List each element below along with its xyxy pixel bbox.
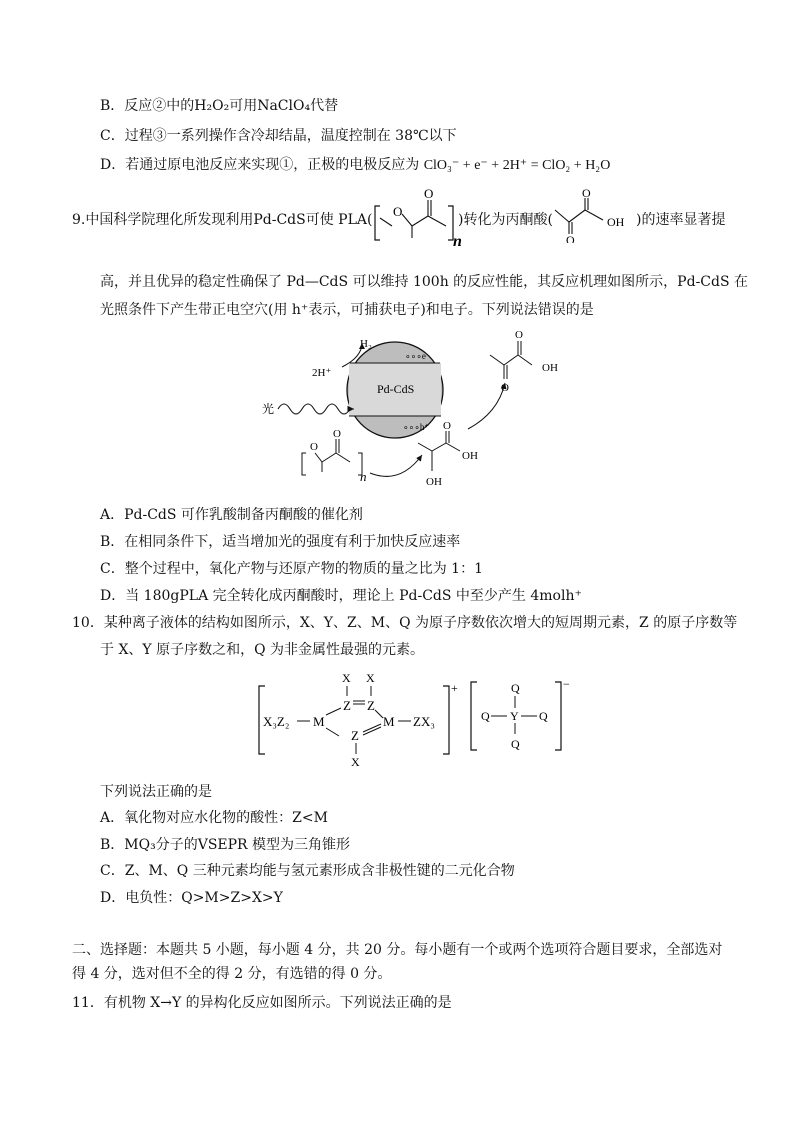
q9-stem-line2: 高，并且优异的稳定性确保了 Pd—CdS 可以维持 100h 的反应性能，其反应机理如图所示，Pd-CdS 在 bbox=[100, 274, 749, 290]
q9-option-d: D．当 180gPLA 完全转化成丙酮酸时，理论上 Pd-CdS 中至少产生 4molh⁺ bbox=[100, 588, 582, 604]
q9-option-a: A．Pd-CdS 可作乳酸制备丙酮酸的催化剂 bbox=[100, 507, 363, 523]
pyruvic-figure-keto-o: O bbox=[501, 382, 509, 394]
m-right: M bbox=[383, 714, 395, 729]
light-label: 光 bbox=[262, 402, 275, 416]
x-bottom: X bbox=[351, 755, 360, 769]
q10-question: 下列说法正确的是 bbox=[100, 784, 212, 800]
hole-label: ∘∘∘h⁺ bbox=[403, 422, 430, 432]
catalyst-label: Pd-CdS bbox=[377, 382, 415, 396]
q9-option-c: C．整个过程中，氧化产物与还原产物的物质的量之比为 1：1 bbox=[100, 561, 483, 577]
q9-stem-c: )的速率显著提 bbox=[636, 212, 726, 228]
light-wave-arrow bbox=[278, 404, 354, 414]
pla-o-label: O bbox=[393, 204, 403, 219]
q8-option-d-equation: ClO₃⁻ + e⁻ + 2H⁺ = ClO₂ + H₂O bbox=[423, 158, 611, 173]
q-top: Q bbox=[511, 681, 520, 695]
lactic-oh-label: OH bbox=[426, 476, 442, 488]
q10-stem-line1: 10．某种离子液体的结构如图所示，X、Y、Z、M、Q 为原子序数依次增大的短周期元素，Z 的原子序数等 bbox=[72, 615, 738, 631]
q9-stem-b: )转化为丙酮酸( bbox=[458, 212, 553, 228]
q10-option-d: D．电负性：Q>M>Z>X>Y bbox=[100, 890, 283, 906]
z-top-left: Z bbox=[343, 698, 351, 713]
q-bottom: Q bbox=[511, 737, 520, 751]
pyruvic-acid-structure-inline bbox=[553, 188, 643, 243]
q-right: Q bbox=[539, 709, 548, 723]
q8-option-c: C．过程③一系列操作含冷却结晶，温度控制在 38℃以下 bbox=[100, 128, 457, 144]
z-bottom: Z bbox=[351, 728, 359, 743]
z-top-right: Z bbox=[367, 698, 375, 713]
m-left: M bbox=[313, 714, 325, 729]
pyruvic-figure-acid-o: O bbox=[515, 329, 523, 341]
q8-option-d-text: D．若通过原电池反应来实现①，正极的电极反应为 bbox=[100, 157, 420, 173]
q9-option-b: B．在相同条件下，适当增加光的强度有利于加快反应速率 bbox=[100, 534, 461, 550]
left-substituent: X₃Z₂ bbox=[263, 714, 290, 729]
q10-option-b: B．MQ₃分子的VSEPR 模型为三角锥形 bbox=[100, 837, 351, 853]
q-left: Q bbox=[481, 709, 490, 723]
pla-n-label: n bbox=[453, 233, 462, 250]
q11-stem: 11．有机物 X→Y 的异构化反应如图所示。下列说法正确的是 bbox=[72, 995, 452, 1011]
hydrolysis-arrow bbox=[370, 455, 422, 476]
x-top-right: X bbox=[366, 671, 375, 685]
pla-carbonyl-o: O bbox=[424, 188, 434, 201]
q10-option-a: A．氧化物对应水化物的酸性：Z<M bbox=[100, 810, 328, 826]
proton-label: 2H⁺ bbox=[312, 367, 332, 379]
oxidation-arrow bbox=[468, 383, 505, 429]
lactic-carbonyl-o: O bbox=[443, 420, 451, 432]
cation-charge: + bbox=[451, 681, 458, 695]
pyruvic-oh-label: OH bbox=[607, 215, 625, 229]
q9-stem-line1 bbox=[72, 210, 372, 230]
pla-figure-carbonyl-o: O bbox=[333, 428, 341, 440]
q9-stem-line3: 光照条件下产生带正电空穴(用 h⁺表示，可捕获电子)和电子。下列说法错误的是 bbox=[100, 302, 594, 318]
pla-figure-o: O bbox=[310, 441, 318, 453]
pyruvic-figure-oh: OH bbox=[542, 362, 558, 374]
pyruvic-acid-o: O bbox=[582, 188, 591, 200]
electron-label: ∘∘∘e bbox=[405, 351, 426, 361]
pla-structure-inline bbox=[370, 188, 465, 250]
pyruvic-keto-o: O bbox=[566, 233, 575, 243]
lactic-acid-oh: OH bbox=[462, 450, 478, 462]
h2-label: H₂ bbox=[360, 338, 372, 350]
pd-cds-mechanism-figure bbox=[250, 325, 580, 495]
x-top-left: X bbox=[342, 671, 351, 685]
q8-option-b: B．反应②中的H₂O₂可用NaClO₄代替 bbox=[100, 98, 339, 114]
ionic-liquid-structure bbox=[255, 668, 585, 780]
pla-figure-n: n bbox=[360, 469, 367, 484]
y-center: Y bbox=[510, 709, 519, 723]
right-substituent: ZX₃ bbox=[413, 714, 435, 729]
q8-option-d bbox=[100, 155, 610, 176]
q10-option-c: C．Z、M、Q 三种元素均能与氢元素形成含非极性键的二元化合物 bbox=[100, 863, 515, 879]
anion-charge: − bbox=[563, 677, 570, 691]
section-2-instructions: 二、选择题：本题共 5 小题，每小题 4 分，共 20 分。每小题有一个或两个选项符合题目要求，全部选对得 4 分，选对但不全的得 2 分，有选错的得 0 分。 bbox=[72, 942, 723, 982]
q9-stem-a: 9.中国科学院理化所发现利用Pd-CdS可使 PLA( bbox=[72, 212, 373, 228]
q10-stem-line2: 于 X、Y 原子序数之和，Q 为非金属性最强的元素。 bbox=[100, 642, 425, 658]
